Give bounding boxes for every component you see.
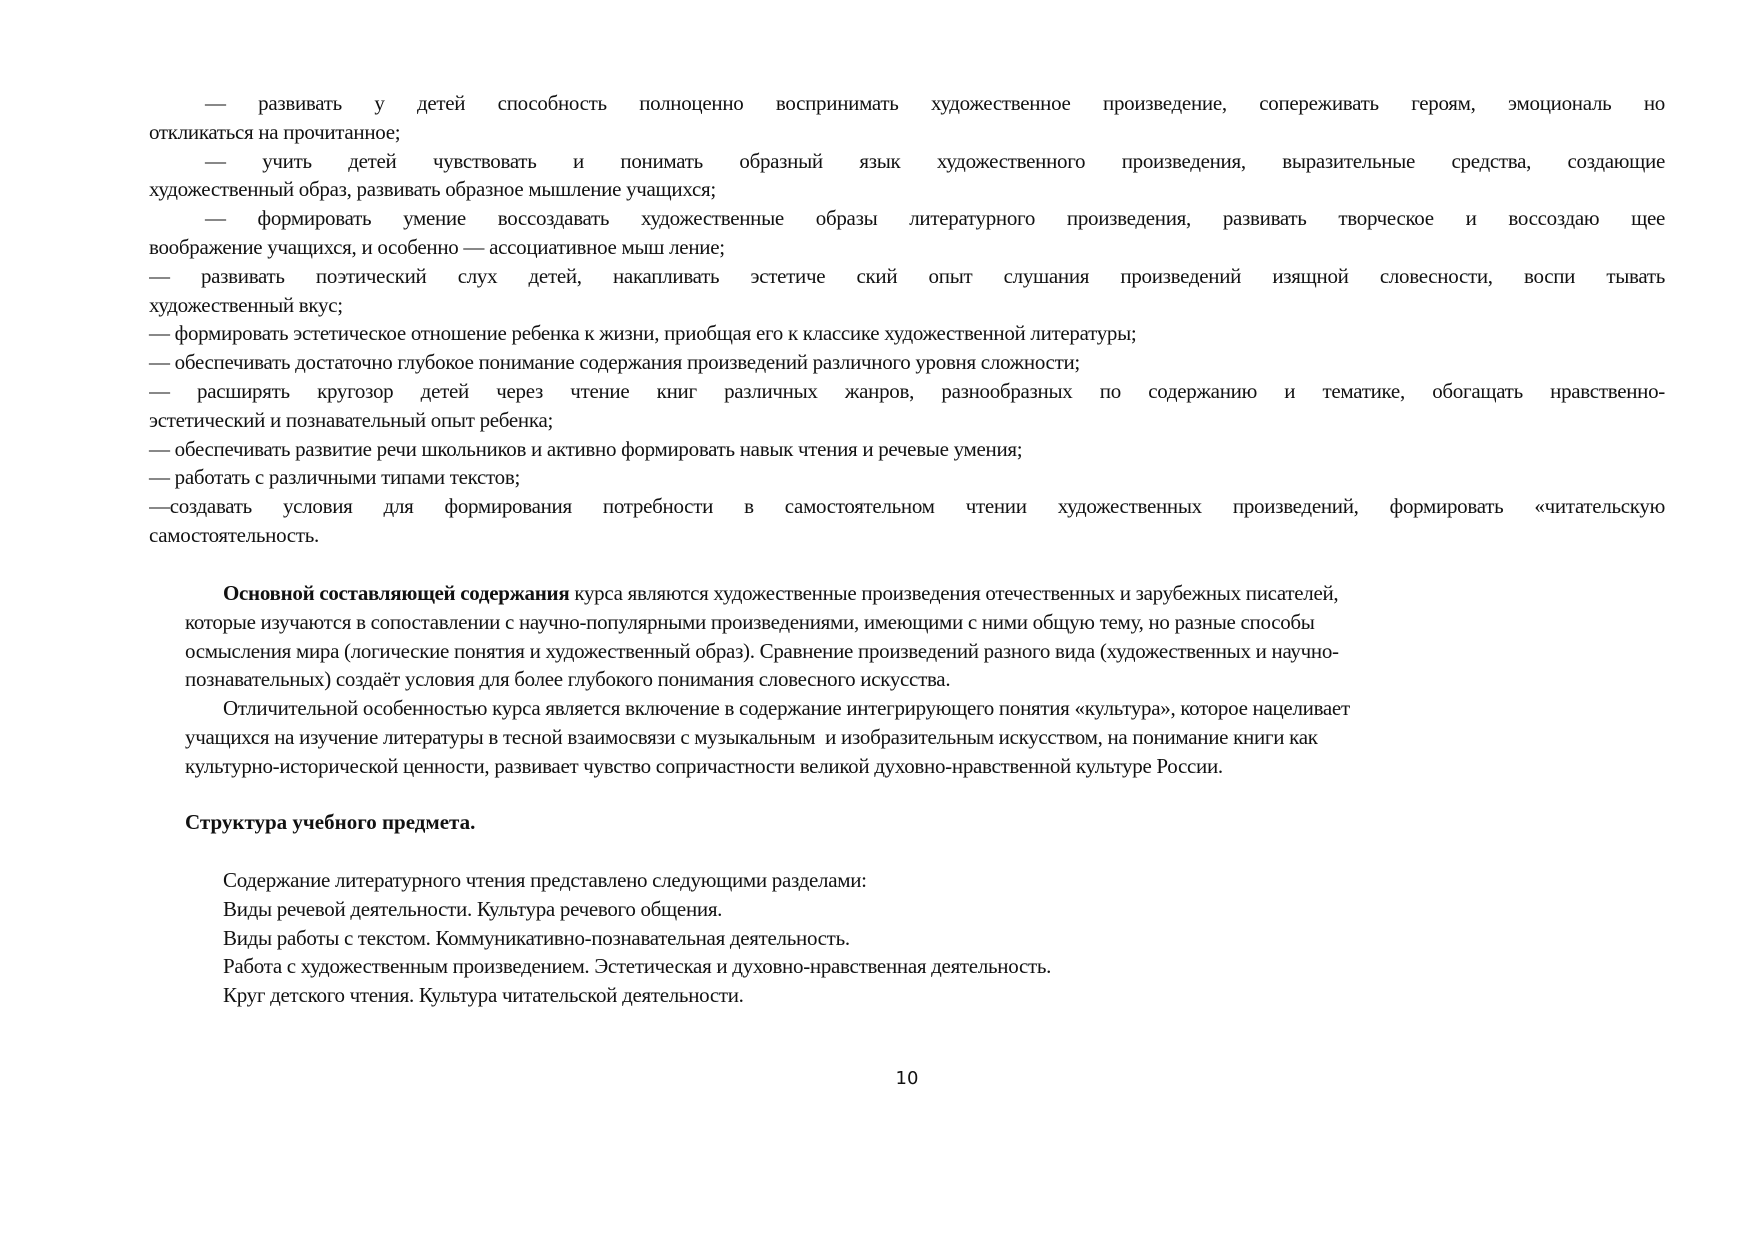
- goal-line: —создавать условия для формирования потребности в самостоятельном чтении художественных произведений, формировать «читательскую: [149, 494, 1665, 519]
- structure-line: Виды работы с текстом. Коммуникативно-познавательная деятельность.: [223, 925, 850, 950]
- goal-line: — расширять кругозор детей через чтение книг различных жанров, разнообразных по содержанию и тематике, обогащать нравственно-: [149, 378, 1665, 403]
- goal-line: — формировать эстетическое отношение ребенка к жизни, приобщая его к классике художественной литературы;: [149, 321, 1137, 346]
- content-line: познавательных) создаёт условия для более глубокого понимания словесного искусства.: [185, 667, 951, 692]
- goal-line: — развивать у детей способность полноценно воспринимать художественное произведение, сопереживать героям, эмоциональ но: [205, 91, 1665, 115]
- goal-line: самостоятельность.: [149, 522, 319, 547]
- goal-line: эстетический и познавательный опыт ребенка;: [149, 407, 553, 432]
- goals-list: [149, 89, 1665, 550]
- structure-line: Круг детского чтения. Культура читательской деятельности.: [223, 983, 744, 1008]
- structure-list: [223, 866, 1051, 1010]
- content-line: культурно-исторической ценности, развивает чувство сопричастности великой духовно-нравственной культуре России.: [185, 753, 1223, 778]
- goal-line: откликаться на прочитанное;: [149, 119, 401, 144]
- goal-line: — работать с различными типами текстов;: [149, 465, 520, 490]
- structure-line: Виды речевой деятельности. Культура речевого общения.: [223, 896, 723, 921]
- content-paragraphs: [185, 579, 1625, 781]
- structure-line: Работа с художественным произведением. Эстетическая и духовно-нравственная деятельность.: [223, 954, 1052, 979]
- goal-line: художественный образ, развивать образное мышление учащихся;: [149, 177, 716, 202]
- section-heading: Структура учебного предмета.: [185, 810, 476, 834]
- content-text: курса являются художественные произведения отечественных и зарубежных писателей,: [569, 581, 1339, 605]
- content-line: [185, 579, 1625, 608]
- content-line: учащихся на изучение литературы в тесной взаимосвязи с музыкальным и изобразительным искусством, на понимание книги как: [185, 724, 1318, 749]
- content-line: которые изучаются в сопоставлении с научно-популярными произведениями, имеющими с ними общую тему, но разные способы: [185, 609, 1315, 634]
- page-number: 10: [895, 1068, 919, 1089]
- goal-line: — обеспечивать достаточно глубокое понимание содержания произведений различного уровня сложности;: [149, 350, 1080, 375]
- goal-line: — развивать поэтический слух детей, накапливать эстетиче ский опыт слушания произведений изящной словесности, воспи тывать: [149, 263, 1665, 288]
- goal-line: — обеспечивать развитие речи школьников и активно формировать навык чтения и речевые умения;: [149, 436, 1023, 461]
- goal-line: — учить детей чувствовать и понимать образный язык художественного произведения, выразительные средства, создающие: [205, 148, 1665, 173]
- content-bold-lead: Основной составляющей содержания: [223, 581, 570, 605]
- goal-line: воображение учащихся, и особенно — ассоциативное мыш ление;: [149, 234, 725, 259]
- goal-line: — формировать умение воссоздавать художественные образы литературного произведения, развивать творческое и воссоздаю щее: [205, 206, 1665, 231]
- content-line: осмысления мира (логические понятия и художественный образ). Сравнение произведений разного вида (художественных и научно-: [185, 638, 1339, 663]
- structure-line: Содержание литературного чтения представлено следующими разделами:: [223, 868, 867, 892]
- content-line: Отличительной особенностью курса является включение в содержание интегрирующего понятия «культура», которое нацеливает: [223, 696, 1350, 721]
- goal-line: художественный вкус;: [149, 292, 343, 317]
